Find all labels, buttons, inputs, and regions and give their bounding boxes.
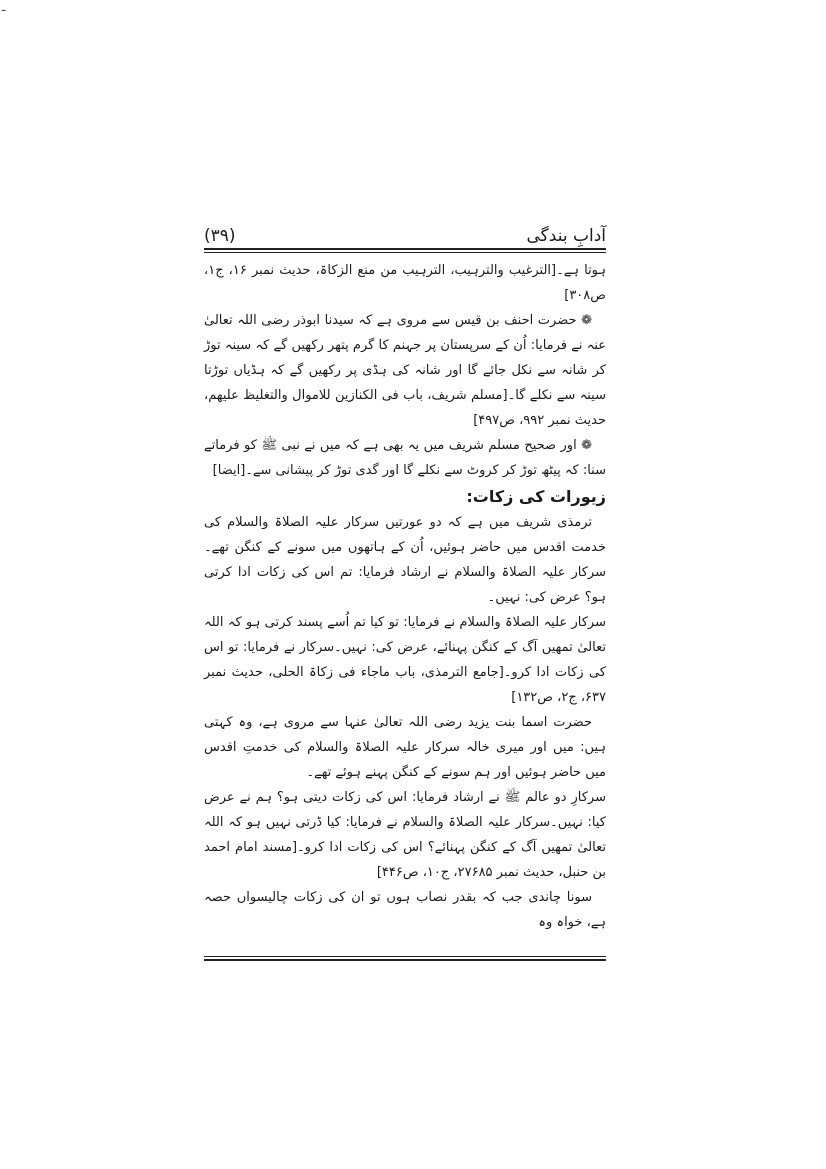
- header-rule-thick: [204, 248, 606, 250]
- paragraph-ahnaf-hadith: ❁ حضرت احنف بن قیس سے مروی ہے کہ سیدنا ابوذر رضی اللہ تعالیٰ عنہ نے فرمایا: اُن کے سرپستان پر جہنم کا گرم پتھر رکھیں گے کہ سینہ توڑ کر شانہ سے نکل جائے گا اور شانہ کی ہڈی پر رکھیں گے کہ ہڈیاں توڑتا سینہ سے نکلے گا۔[مسلم شریف، باب فی الکنازین للاموال والتغلیظ علیھم، حدیث نمبر ۹۹۲، ص۴۹۷]: [204, 313, 606, 428]
- page-body: [204, 258, 606, 935]
- section-heading-jewelry-zakat: زیورات کی زکات:: [466, 487, 606, 506]
- paragraph-tirmidhi: ترمذی شریف میں ہے کہ دو عورتیں سرکار علیہ الصلاۃ والسلام کی خدمت اقدس میں حاضر ہوئیں، اُن کے ہاتھوں میں سونے کے کنگن تھے۔سرکار علیہ الصلاۃ والسلام نے ارشاد فرمایا: تم اس کی زکات ادا کرتی ہو؟ عرض کی: نہیں۔: [204, 515, 606, 605]
- paragraph-prophet-reply: سرکار علیہ الصلاۃ والسلام نے فرمایا: تو کیا تم اُسے پسند کرتی ہو کہ اللہ تعالیٰ تمھیں آگ کے کنگن پہنائے، عرض کی: نہیں۔سرکار نے فرمایا: تو اس کی زکات ادا کرو۔[جامع الترمذی، باب ماجاء فی زکاۃ الحلی، حدیث نمبر ۶۳۷، ج۲، ص۱۳۲]: [204, 615, 606, 705]
- paragraph-sahih-muslim: ❁ اور صحیح مسلم شریف میں یہ بھی ہے کہ میں نے نبی ﷺ کو فرماتے سنا: کہ پیٹھ توڑ کر کروٹ سے نکلے گا اور گدی توڑ کر پیشانی سے۔[ایضا]: [204, 438, 606, 478]
- paragraph-gold-silver-nisab: سونا چاندی جب کہ بقدر نصاب ہوں تو ان کی زکات چالیسواں حصہ ہے، خواہ وہ: [204, 890, 606, 930]
- book-title: آدابِ بندگی: [526, 226, 606, 246]
- footer-rule-thin: [204, 956, 606, 957]
- page-header: [204, 222, 606, 246]
- header-rule-thin: [204, 252, 606, 253]
- footer-rule-thick: [204, 959, 606, 961]
- corner-mark: ـ: [2, 0, 6, 14]
- paragraph-asma-bint-yazid: حضرت اسما بنت یزید رضی اللہ تعالیٰ عنہا سے مروی ہے، وہ کہتی ہیں: میں اور میری خالہ سرکار علیہ الصلاۃ والسلام کی خدمتِ اقدس میں حاضر ہوئیں اور ہم سونے کے کنگن پہنے ہوئے تھے۔: [204, 715, 606, 780]
- page-number: (۳۹): [204, 226, 236, 246]
- paragraph-citation-continued: ہوتا ہے۔[الترغیب والترہیب، الترہیب من منع الزکاۃ، حدیث نمبر ۱۶، ج۱، ص۳۰۸]: [204, 263, 606, 303]
- paragraph-musnad-ahmad: سرکارِ دو عالم ﷺ نے ارشاد فرمایا: اس کی زکات دیتی ہو؟ ہم نے عرض کیا: نہیں۔سرکار علیہ الصلاۃ والسلام نے فرمایا: کیا ڈرتی نہیں ہو کہ اللہ تعالیٰ تمھیں آگ کے کنگن پہنائے؟ اس کی زکات ادا کرو۔[مسند امام احمد بن حنبل، حدیث نمبر ۲۷۶۸۵، ج۱۰، ص۴۴۶]: [204, 790, 606, 880]
